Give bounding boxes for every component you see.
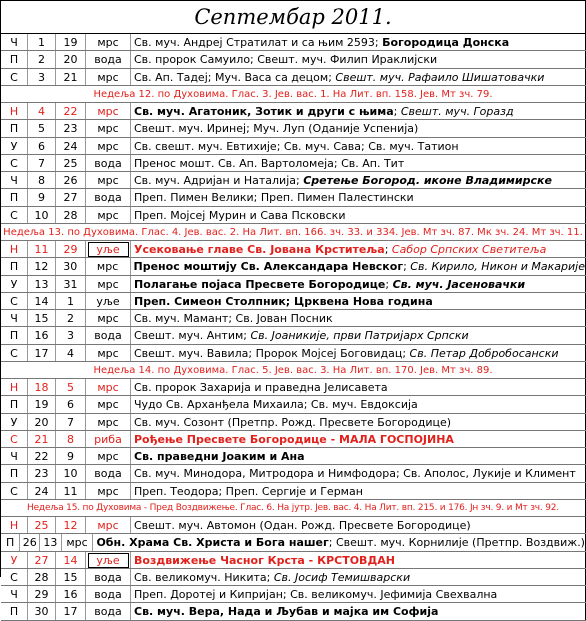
week-header: Недеља 15. по Духовима - Пред Воздвижење. Глас. 6. На јутр. Јев. вас. 4. На Лит. вп. 215. и 176. Јн зч. 9. и Мт зч. 92. <box>1 500 586 517</box>
feast-text: ; <box>384 243 392 256</box>
gregorian-date-cell: 24 <box>56 138 86 154</box>
feast-text: Свешт. муч. Рафаило Шишатовачки <box>335 70 545 84</box>
gregorian-date-cell: 11 <box>56 483 86 499</box>
gregorian-date-cell: 10 <box>56 465 86 481</box>
julian-date-cell: 18 <box>28 379 56 395</box>
fasting-cell <box>86 310 131 326</box>
feast-text: Обн. Храма Св. Христа и Бога нашег <box>96 536 329 550</box>
feast-description <box>131 552 586 568</box>
day-row <box>1 327 586 344</box>
feast-description <box>131 103 586 119</box>
weekday-cell: С <box>1 155 28 171</box>
weekday-cell: С <box>1 69 28 85</box>
fasting-label: мрс <box>97 105 119 118</box>
fasting-cell <box>62 534 94 550</box>
fasting-label: уље <box>88 553 129 568</box>
weekday-cell: С <box>1 345 28 361</box>
day-row <box>1 34 586 51</box>
gregorian-date-cell: 4 <box>56 345 86 361</box>
julian-date-cell: 23 <box>28 465 56 481</box>
weekday-cell: Ч <box>1 448 28 464</box>
fasting-label: мрс <box>97 398 119 412</box>
feast-description <box>131 34 586 50</box>
feast-description <box>131 189 586 205</box>
feast-text: ; <box>393 105 401 118</box>
feast-description <box>131 69 586 85</box>
fasting-cell <box>86 241 131 257</box>
julian-date-cell: 14 <box>28 293 56 309</box>
weekday-cell: Ч <box>1 586 28 602</box>
feast-description <box>131 276 586 292</box>
fasting-label: мрс <box>97 312 119 325</box>
calendar-rows <box>1 34 586 621</box>
fasting-label: вода <box>94 191 122 205</box>
feast-description <box>131 345 586 361</box>
gregorian-date-cell: 3 <box>56 327 86 343</box>
day-row <box>1 155 586 172</box>
day-row <box>1 414 586 431</box>
fasting-label: мрс <box>96 260 119 274</box>
gregorian-date-cell: 2 <box>56 310 86 326</box>
julian-date-cell: 22 <box>28 448 56 464</box>
weekday-cell: Н <box>1 517 28 533</box>
fasting-cell <box>86 517 131 533</box>
weekday-cell: Ч <box>1 34 28 50</box>
gregorian-date-cell: 28 <box>56 207 86 223</box>
day-row <box>1 69 586 86</box>
day-row <box>1 465 586 482</box>
gregorian-date-cell: 5 <box>56 379 86 395</box>
gregorian-date-cell: 25 <box>56 155 86 171</box>
weekday-cell: У <box>1 414 28 430</box>
julian-date-cell: 5 <box>28 120 56 136</box>
feast-description <box>131 120 586 136</box>
feast-description <box>131 51 586 67</box>
day-row <box>1 138 586 155</box>
gregorian-date-cell: 8 <box>56 431 86 447</box>
weekday-cell: Ч <box>1 172 28 188</box>
gregorian-date-cell: 13 <box>40 534 61 550</box>
fasting-cell <box>86 345 131 361</box>
day-row <box>1 586 586 603</box>
feast-description <box>131 483 586 499</box>
feast-text: Св. муч. Мамант; Св. Јован Посник <box>134 312 333 325</box>
feast-text: Преп. Симеон Столпник; Црквена Нова година <box>134 294 433 308</box>
fasting-label: мрс <box>97 139 119 153</box>
feast-description <box>131 379 586 395</box>
feast-text: Св. пророк Самуило; Свешт. муч. Филип Ираклијски <box>134 53 438 67</box>
gregorian-date-cell: 7 <box>56 414 86 430</box>
fasting-label: мрс <box>97 70 119 84</box>
weekday-cell: П <box>1 465 28 481</box>
fasting-cell <box>86 69 131 85</box>
weekday-cell: П <box>1 534 20 550</box>
fasting-label: мрс <box>97 36 119 49</box>
feast-description <box>131 431 586 447</box>
week-header: Недеља 12. по Духовима. Глас. 3. Јев. вас. 1. На Лит. вп. 158. Јев. Мт зч. 79. <box>1 86 586 103</box>
julian-date-cell: 16 <box>28 327 56 343</box>
gregorian-date-cell: 29 <box>56 241 86 257</box>
gregorian-date-cell: 6 <box>56 396 86 412</box>
weekday-cell: П <box>1 258 28 274</box>
feast-description <box>131 138 586 154</box>
feast-text: ; <box>385 277 393 291</box>
gregorian-date-cell: 31 <box>56 276 86 292</box>
fasting-label: риба <box>94 432 122 446</box>
fasting-cell <box>86 293 131 309</box>
julian-date-cell: 12 <box>28 258 56 274</box>
julian-date-cell: 13 <box>28 276 56 292</box>
gregorian-date-cell: 26 <box>56 172 86 188</box>
fasting-cell <box>86 379 131 395</box>
day-row <box>1 293 586 310</box>
fasting-label: мрс <box>97 415 119 429</box>
julian-date-cell: 3 <box>28 69 56 85</box>
feast-text: Св. муч. Вера, Нада и Љубав и мајка им Софија <box>134 605 439 619</box>
fasting-label: мрс <box>97 208 119 222</box>
gregorian-date-cell: 22 <box>56 103 86 119</box>
fasting-cell <box>86 276 131 292</box>
feast-text: Преп. Доротеј и Кипријан; Св. великомуч. Јефимија Свехвална <box>134 588 498 601</box>
feast-text: Преп. Пимен Велики; Преп. Пимен Палестински <box>134 191 414 205</box>
feast-text: Свешт. муч. Горазд <box>400 105 514 118</box>
julian-date-cell: 29 <box>28 586 56 602</box>
fasting-cell <box>86 431 131 447</box>
feast-description <box>131 448 586 464</box>
fasting-label: мрс <box>97 381 119 394</box>
feast-description <box>131 396 586 412</box>
feast-text: Сретење Богород. иконе Владимирске <box>303 174 552 187</box>
gregorian-date-cell: 16 <box>56 586 86 602</box>
feast-description <box>131 155 586 171</box>
day-row <box>1 310 586 327</box>
day-row <box>1 483 586 500</box>
weekday-cell: С <box>1 569 28 585</box>
feast-description <box>131 569 586 585</box>
julian-date-cell: 21 <box>28 431 56 447</box>
day-row <box>1 345 586 362</box>
feast-text: Св. Јосиф Темишварски <box>273 570 411 584</box>
gregorian-date-cell: 19 <box>56 34 86 50</box>
julian-date-cell: 19 <box>28 396 56 412</box>
feast-text: Св. праведни Јоаким и Ана <box>134 450 305 463</box>
weekday-cell: П <box>1 327 28 343</box>
gregorian-date-cell: 12 <box>56 517 86 533</box>
fasting-label: вода <box>94 156 122 170</box>
julian-date-cell: 11 <box>28 241 56 257</box>
feast-text: Полагање појаса Пресвете Богородице <box>134 277 386 291</box>
weekday-cell: У <box>1 138 28 154</box>
feast-text: Св. Кирило, Никон и Макарије <box>410 260 585 274</box>
fasting-cell <box>86 569 131 585</box>
fasting-cell <box>86 586 131 602</box>
fasting-cell <box>86 120 131 136</box>
gregorian-date-cell: 23 <box>56 120 86 136</box>
day-row <box>1 517 586 534</box>
weekday-cell: П <box>1 603 28 619</box>
fasting-label: вода <box>94 570 122 584</box>
fasting-label: мрс <box>97 484 119 498</box>
weekday-cell: П <box>1 189 28 205</box>
gregorian-date-cell: 21 <box>56 69 86 85</box>
feast-description <box>93 534 586 550</box>
day-row <box>1 379 586 396</box>
feast-text: Св. Јоаникије, први Патријарх Српски <box>250 329 469 343</box>
julian-date-cell: 27 <box>28 552 56 568</box>
day-row <box>1 569 586 586</box>
fasting-cell <box>86 189 131 205</box>
feast-text: Преп. Теодора; Преп. Сергије и Герман <box>134 484 363 498</box>
feast-text: Св. свешт. муч. Евтихије; Св. муч. Сава; Св. муч. Татион <box>134 139 459 153</box>
julian-date-cell: 24 <box>28 483 56 499</box>
fasting-label: мрс <box>97 519 119 532</box>
feast-text: Св. великомуч. Никита; <box>134 570 274 584</box>
feast-text: ; <box>403 260 411 274</box>
weekday-cell: У <box>1 276 28 292</box>
weekday-cell: Н <box>1 241 28 257</box>
gregorian-date-cell: 27 <box>56 189 86 205</box>
feast-text: ; Свешт. муч. Корнилије (Претпр. Воздвиж.) <box>328 536 585 550</box>
julian-date-cell: 25 <box>28 517 56 533</box>
feast-text: Св. Ап. Тадеј; Муч. Васа са децом; <box>134 70 336 84</box>
fasting-cell <box>86 465 131 481</box>
gregorian-date-cell: 1 <box>56 293 86 309</box>
feast-description <box>131 465 586 481</box>
day-row <box>1 552 586 569</box>
weekday-cell: У <box>1 552 28 568</box>
julian-date-cell: 2 <box>28 51 56 67</box>
julian-date-cell: 9 <box>28 189 56 205</box>
julian-date-cell: 28 <box>28 569 56 585</box>
weekday-cell: С <box>1 483 28 499</box>
weekday-cell: С <box>1 293 28 309</box>
fasting-label: уље <box>88 242 129 257</box>
weekday-cell: Ч <box>1 310 28 326</box>
weekday-cell: Н <box>1 103 28 119</box>
feast-text: Сабор Српских Светитеља <box>391 243 547 256</box>
gregorian-date-cell: 15 <box>56 569 86 585</box>
fasting-label: вода <box>94 329 122 343</box>
feast-description <box>131 327 586 343</box>
day-row <box>1 276 586 293</box>
julian-date-cell: 30 <box>28 603 56 619</box>
feast-description <box>131 586 586 602</box>
day-row <box>1 103 586 120</box>
weekday-cell: П <box>1 396 28 412</box>
julian-date-cell: 6 <box>28 138 56 154</box>
julian-date-cell: 7 <box>28 155 56 171</box>
week-header: Недеља 14. по Духовима. Глас. 5. Јев. вас. 3. На Лит. вп. 170. Јев. Мт зч. 89. <box>1 362 586 379</box>
julian-date-cell: 10 <box>28 207 56 223</box>
feast-text: Св. пророк Захарија и праведна Јелисавета <box>134 381 388 394</box>
day-row <box>1 207 586 224</box>
julian-date-cell: 4 <box>28 103 56 119</box>
fasting-label: вода <box>94 467 122 481</box>
weekday-cell: Н <box>1 379 28 395</box>
feast-text: Пренос мошт. Св. Ап. Вартоломеја; Св. Ап. Тит <box>134 156 405 170</box>
fasting-label: мрс <box>97 346 119 360</box>
fasting-cell <box>86 448 131 464</box>
feast-text: Богородица Донска <box>382 36 510 49</box>
day-row <box>1 258 586 275</box>
weekday-cell: С <box>1 431 28 447</box>
fasting-cell <box>86 258 131 274</box>
feast-text: Пренос моштију Св. Александара Невског <box>133 260 404 274</box>
feast-text: Рођење Пресвете Богородице - МАЛА ГОСПОЈИНА <box>134 432 454 446</box>
fasting-label: уље <box>96 294 120 308</box>
day-row <box>1 51 586 68</box>
fasting-cell <box>86 483 131 499</box>
feast-text: Св. муч. Андреј Стратилат и са њим 2593; <box>134 36 383 49</box>
weekday-cell: П <box>1 51 28 67</box>
fasting-cell <box>86 552 131 568</box>
feast-description <box>131 414 586 430</box>
gregorian-date-cell: 20 <box>56 51 86 67</box>
fasting-label: вода <box>94 588 122 601</box>
feast-text: Св. муч. Адријан и Наталија; <box>134 174 304 187</box>
fasting-cell <box>86 207 131 223</box>
feast-text: Свешт. муч. Антим; <box>134 329 251 343</box>
feast-text: Чудо Св. Арханђела Михаила; Св. муч. Евдоксија <box>134 398 418 412</box>
day-row <box>1 189 586 206</box>
calendar-title: Септембар 2011. <box>1 1 586 34</box>
feast-text: Св. Петар Добробосански <box>409 346 559 360</box>
day-row <box>1 396 586 413</box>
feast-text: Усековање главе Св. Јована Крститеља <box>134 243 385 256</box>
feast-description <box>131 258 586 274</box>
fasting-cell <box>86 138 131 154</box>
feast-text: Свешт. муч. Иринеј; Муч. Луп (Оданије Успенија) <box>134 122 419 136</box>
day-row <box>1 172 586 189</box>
feast-description <box>131 293 586 309</box>
feast-text: Свешт. муч. Автомон (Одан. Рожд. Пресвете Богородице) <box>134 519 471 532</box>
week-header: Недеља 13. по Духовима. Глас. 4. Јев. вас. 2. На Лит. вп. 166. зч. 33. и 334. Јев. Мт зч. 87. Мк зч. 24. Мт зч. 11. <box>1 224 586 241</box>
feast-text: Св. муч. Јасеновачки <box>392 277 526 291</box>
feast-description <box>131 241 586 257</box>
feast-description <box>131 310 586 326</box>
fasting-label: мрс <box>97 450 119 463</box>
feast-description <box>131 207 586 223</box>
fasting-cell <box>86 103 131 119</box>
fasting-cell <box>86 172 131 188</box>
day-row <box>1 534 586 551</box>
fasting-cell <box>86 414 131 430</box>
julian-date-cell: 26 <box>20 534 40 550</box>
julian-date-cell: 1 <box>28 34 56 50</box>
fasting-label: мрс <box>66 536 88 550</box>
feast-description <box>131 172 586 188</box>
day-row <box>1 241 586 258</box>
day-row <box>1 431 586 448</box>
feast-text: Воздвижење Часног Крста - КРСТОВДАН <box>134 553 395 567</box>
fasting-cell <box>86 34 131 50</box>
fasting-cell <box>86 327 131 343</box>
weekday-cell: С <box>1 207 28 223</box>
julian-date-cell: 17 <box>28 345 56 361</box>
fasting-cell <box>86 155 131 171</box>
feast-text: Св. муч. Агатоник, Зотик и други с њима <box>134 105 394 118</box>
feast-text: Преп. Мојсеј Мурин и Сава Псковски <box>134 208 346 222</box>
fasting-label: вода <box>94 605 122 619</box>
day-row <box>1 120 586 137</box>
day-row <box>1 603 586 620</box>
fasting-cell <box>86 396 131 412</box>
fasting-label: вода <box>94 53 122 67</box>
fasting-cell <box>86 603 131 619</box>
feast-description <box>131 603 586 619</box>
feast-text: Св. муч. Созонт (Претпр. Рожд. Пресвете Богородице) <box>134 415 452 429</box>
fasting-label: мрс <box>97 122 119 136</box>
day-row <box>1 448 586 465</box>
julian-date-cell: 20 <box>28 414 56 430</box>
feast-text: Свешт. муч. Вавила; Пророк Мојсеј Боговидац; <box>134 346 410 360</box>
gregorian-date-cell: 17 <box>56 603 86 619</box>
gregorian-date-cell: 30 <box>56 258 86 274</box>
feast-description <box>131 517 586 533</box>
julian-date-cell: 15 <box>28 310 56 326</box>
feast-text: Св. муч. Минодора, Митродора и Нимфодора; Св. Аполос, Лукије и Климент <box>134 467 576 481</box>
fasting-label: мрс <box>97 277 119 291</box>
fasting-cell <box>86 51 131 67</box>
julian-date-cell: 8 <box>28 172 56 188</box>
fasting-label: мрс <box>97 174 119 187</box>
gregorian-date-cell: 14 <box>56 552 86 568</box>
weekday-cell: П <box>1 120 28 136</box>
gregorian-date-cell: 9 <box>56 448 86 464</box>
